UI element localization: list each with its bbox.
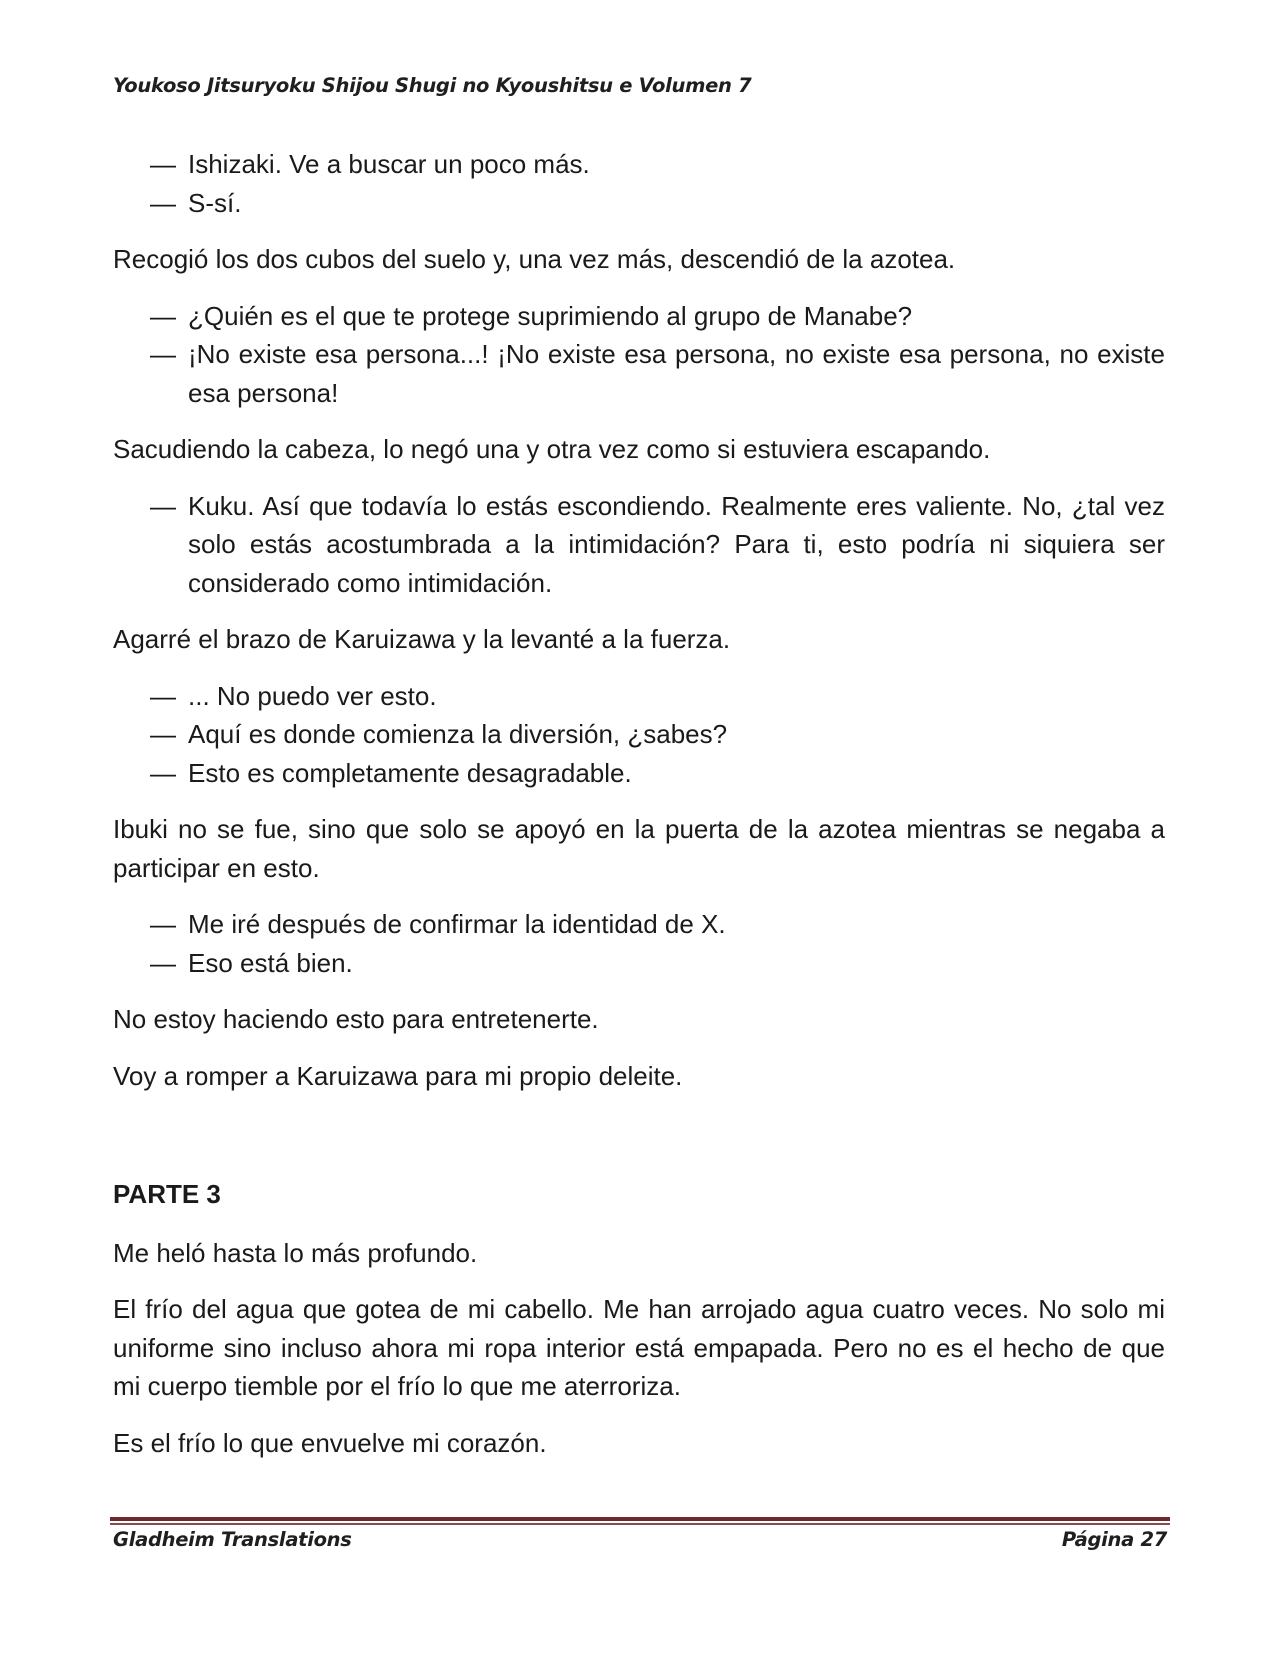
section-heading: PARTE 3 xyxy=(113,1179,221,1209)
body-paragraph: Me heló hasta lo más profundo. xyxy=(113,1237,478,1268)
dialogue-line: — Me iré después de confirmar la identidad de X. xyxy=(150,909,726,939)
dialogue-line: — Ishizaki. Ve a buscar un poco más. xyxy=(150,149,590,179)
body-paragraph: No estoy haciendo esto para entretenerte. xyxy=(113,1004,599,1034)
footer-rule xyxy=(110,1517,1170,1525)
body-paragraph: El frío del agua que gotea de mi cabello. Me han arrojado agua cuatro veces. No solo mi uniforme sino incluso ahora mi ropa interior está empapada. Pero no es el hecho de que mi cuerpo tiemble por el frío lo que me aterroriza. xyxy=(113,1294,1165,1401)
running-header-title: Youkoso Jitsuryoku Shijou Shugi no Kyoushitsu e Volumen 7 xyxy=(113,74,752,97)
dialogue-line: — ¡No existe esa persona...! ¡No existe esa persona, no existe esa persona, no existe esa persona! xyxy=(150,339,1165,408)
dialogue-line: — S-sí. xyxy=(150,187,242,218)
dialogue-line: — Kuku. Así que todavía lo estás escondiendo. Realmente eres valiente. No, ¿tal vez solo estás acostumbrada a la intimidación? Para ti, esto podría ni siquiera ser considerado como intimidación. xyxy=(150,490,1165,598)
dialogue-block xyxy=(150,297,1165,413)
dialogue-block xyxy=(150,677,1165,793)
footer-page-number: Página 27 xyxy=(1061,1528,1167,1551)
body-paragraph: Recogió los dos cubos del suelo y, una vez más, descendió de la azotea. xyxy=(113,244,956,274)
dialogue-block xyxy=(150,487,1165,603)
dialogue-line: — ... No puedo ver esto. xyxy=(150,680,437,711)
dialogue-block xyxy=(150,905,1165,982)
dialogue-line: — Aquí es donde comienza la diversión, ¿sabes? xyxy=(150,719,728,749)
dialogue-line: — Eso está bien. xyxy=(150,947,353,978)
body-paragraph: Sacudiendo la cabeza, lo negó una y otra vez como si estuviera escapando. xyxy=(113,434,991,464)
footer-translator-credit: Gladheim Translations xyxy=(113,1528,352,1551)
body-paragraph: Ibuki no se fue, sino que solo se apoyó en la puerta de la azotea mientras se negaba a participar en esto. xyxy=(113,814,1165,883)
footer-rule-line xyxy=(110,1523,1170,1525)
dialogue-line: — ¿Quién es el que te protege suprimiendo al grupo de Manabe? xyxy=(150,300,913,331)
page-body xyxy=(113,145,1165,1480)
body-paragraph: Es el frío lo que envuelve mi corazón. xyxy=(113,1427,547,1458)
body-paragraph: Voy a romper a Karuizawa para mi propio deleite. xyxy=(113,1060,683,1091)
body-paragraph: Agarré el brazo de Karuizawa y la levanté a la fuerza. xyxy=(113,624,731,654)
dialogue-block xyxy=(150,145,1165,222)
dialogue-line: — Esto es completamente desagradable. xyxy=(150,757,632,788)
